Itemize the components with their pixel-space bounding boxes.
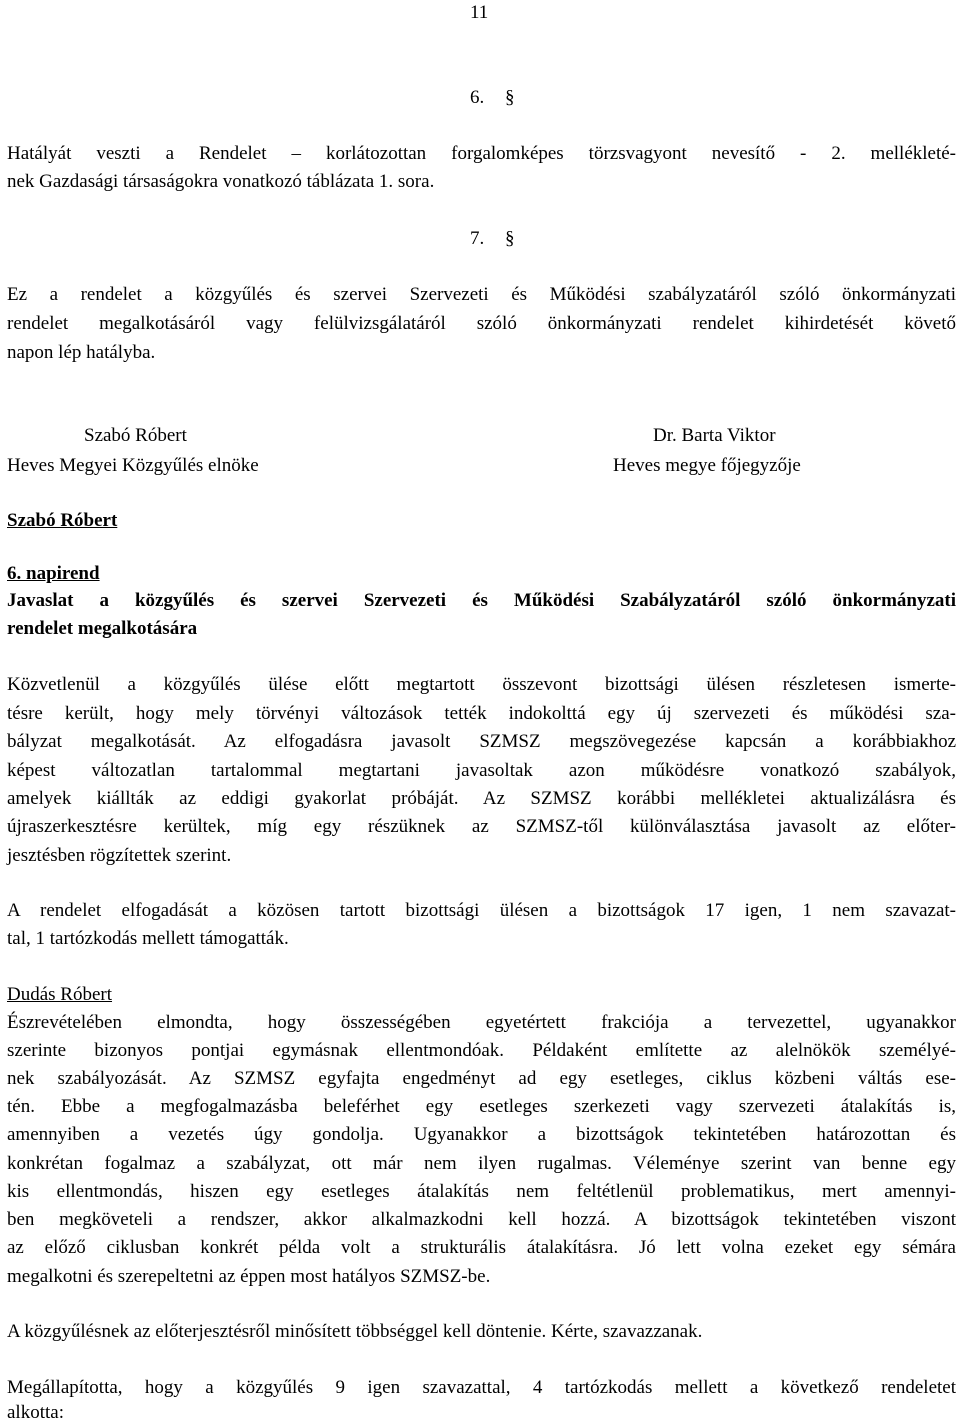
section-symbol: § — [505, 87, 515, 108]
section-6-line-1: Hatályát veszti a Rendelet – korlátozottan forgalomképes törzsvagyont nevesítő - 2. mellékleté- — [7, 143, 956, 164]
paragraph-3-line-6: konkrétan fogalmaz a szabályzat, ott már nem ilyen rugalmas. Véleménye szerint van benne egy — [7, 1153, 956, 1174]
paragraph-5-line-1: Megállapította, hogy a közgyűlés 9 igen szavazattal, 4 tartózkodás mellett a következő rendeletet — [7, 1377, 956, 1398]
section-number: 7. — [470, 228, 485, 249]
section-number: 6. — [470, 87, 485, 108]
paragraph-3-line-9: az előző ciklusban konkrét példa volt a strukturális átalakításra. Jó lett volna ezeket egy sémára — [7, 1237, 956, 1258]
paragraph-4: A közgyűlésnek az előterjesztésről minősített többséggel kell döntenie. Kérte, szavazzanak. — [7, 1321, 703, 1342]
speaker-name: Dudás Róbert — [7, 984, 113, 1005]
agenda-title-line-2: rendelet megalkotására — [7, 618, 198, 639]
section-7-line-2: rendelet megalkotásáról vagy felülvizsgálatáról szóló önkormányzati rendelet kihirdetését követő — [7, 313, 956, 334]
paragraph-1-line-1: Közvetlenül a közgyűlés ülése előtt megtartott összevont bizottsági ülésen részletesen ismerte- — [7, 674, 956, 695]
paragraph-3-line-5: amennyiben a vezetés úgy gondolja. Ugyanakkor a bizottságok tekintetében határozottan és — [7, 1124, 956, 1145]
paragraph-3-line-7: kis ellentmondás, hiszen egy esetleges átalakítás nem feltétlenül problematikus, mert amennyi- — [7, 1181, 956, 1202]
section-symbol: § — [505, 228, 515, 249]
signature-left-title: Heves Megyei Közgyűlés elnöke — [7, 455, 259, 476]
section-7-line-3: napon lép hatályba. — [7, 342, 156, 363]
signature-right-title: Heves megye főjegyzője — [613, 455, 801, 476]
section-7-heading — [470, 228, 515, 250]
paragraph-5-line-2: alkotta: — [7, 1402, 64, 1423]
signature-left-name: Szabó Róbert — [84, 425, 187, 446]
paragraph-3-line-10: megalkotni és szerepeltetni az éppen most hatályos SZMSZ-be. — [7, 1266, 491, 1287]
paragraph-1-line-7: jesztésben rögzítettek szerint. — [7, 845, 232, 866]
section-6-line-2: nek Gazdasági társaságokra vonatkozó táblázata 1. sora. — [7, 171, 435, 192]
signature-right-name: Dr. Barta Viktor — [653, 425, 776, 446]
paragraph-3-line-2: szerinte bizonyos pontjai egymásnak ellentmondóak. Példaként említette az alelnökök személyé- — [7, 1040, 956, 1061]
paragraph-3-line-3: nek szabályozását. Az SZMSZ egyfajta engedményt ad egy esetleges, ciklus közbeni váltás ese- — [7, 1068, 956, 1089]
agenda-number: 6. napirend — [7, 563, 100, 584]
paragraph-1-line-6: újraszerkesztésre kerültek, míg egy részüknek az SZMSZ-től különválasztása javasolt az előter- — [7, 816, 956, 837]
section-6-heading — [470, 87, 515, 109]
section-7-line-1: Ez a rendelet a közgyűlés és szervei Szervezeti és Működési szabályzatáról szóló önkormányzati — [7, 284, 956, 305]
paragraph-3-line-4: tén. Ebbe a megfogalmazásba beleférhet egy esetleges szerkezeti vagy szervezeti átalakítás is, — [7, 1096, 956, 1117]
paragraph-1-line-2: tésre került, hogy mely törvényi változások tették indokolttá egy új szervezeti és működési sza- — [7, 703, 956, 724]
paragraph-1-line-5: amelyek kiállták az eddigi gyakorlat próbáját. Az SZMSZ korábbi mellékletei aktualizálásra és — [7, 788, 956, 809]
paragraph-1-line-4: képest változatlan tartalommal megtartani javasoltak azon működésre vonatkozó szabályok, — [7, 760, 956, 781]
paragraph-3-line-1: Észrevételében elmondta, hogy összességében egyetértett frakciója a tervezettel, ugyanakkor — [7, 1012, 956, 1033]
page-number: 11 — [470, 2, 489, 23]
paragraph-2-line-2: tal, 1 tartózkodás mellett támogatták. — [7, 928, 289, 949]
speaker-name: Szabó Róbert — [7, 510, 118, 531]
paragraph-3-line-8: ben megköveteli a rendszer, akkor alkalmazkodni kell hozzá. A bizottságok tekintetében viszont — [7, 1209, 956, 1230]
paragraph-2-line-1: A rendelet elfogadását a közösen tartott bizottsági ülésen a bizottságok 17 igen, 1 nem szavazat- — [7, 900, 956, 921]
agenda-title-line-1: Javaslat a közgyűlés és szervei Szervezeti és Működési Szabályzatáról szóló önkormányzati — [7, 590, 956, 611]
paragraph-1-line-3: bályzat megalkotását. Az elfogadásra javasolt SZMSZ megszövegezése kapcsán a korábbiakhoz — [7, 731, 956, 752]
